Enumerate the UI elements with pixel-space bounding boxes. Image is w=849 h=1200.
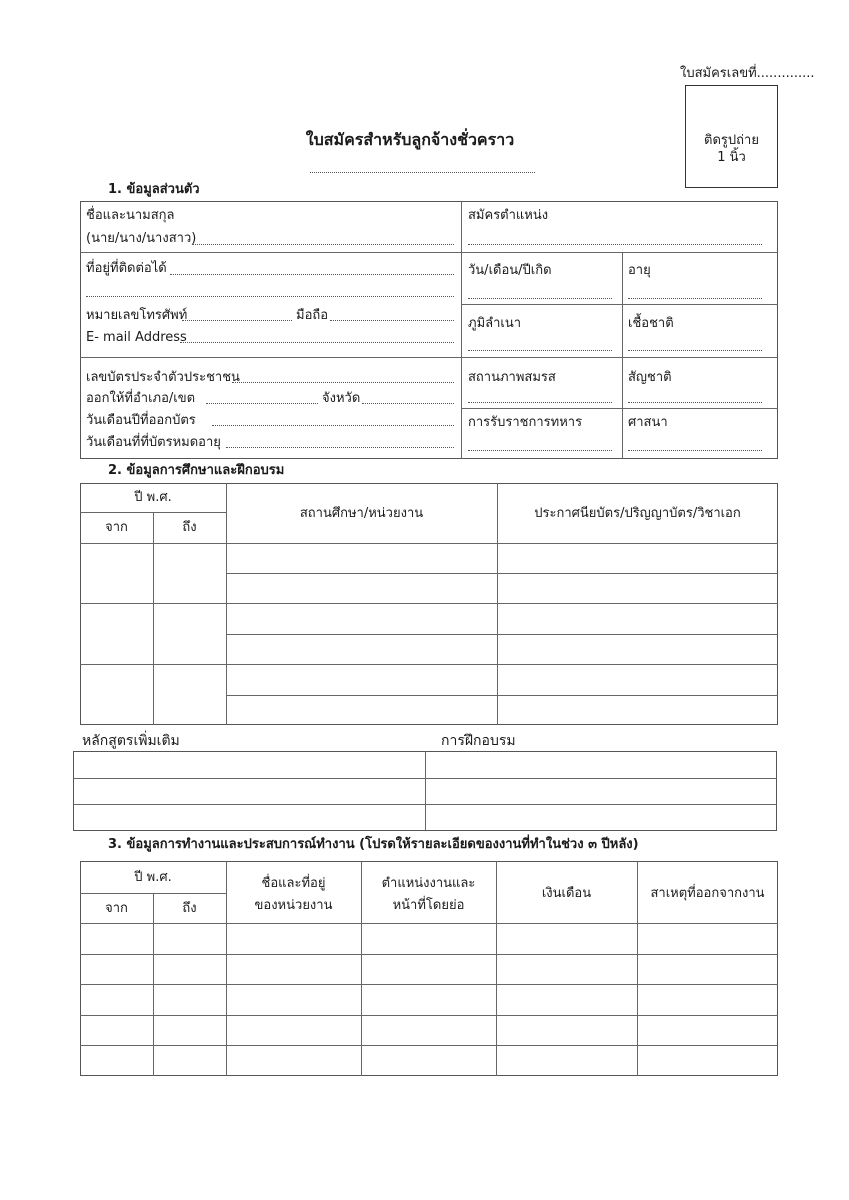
mobile-label: มือถือ xyxy=(296,308,329,323)
military-field[interactable] xyxy=(468,450,612,451)
edu-to-header: ถึง xyxy=(182,520,197,535)
photo-label: ติดรูปถ่าย xyxy=(704,133,759,148)
dob-label: วัน/เดือน/ปีเกิด xyxy=(468,263,552,278)
work-position-header-1: ตำแหน่งงานและ xyxy=(381,876,476,891)
address-label: ที่อยู่ที่ติดต่อได้ xyxy=(86,261,167,276)
name-field[interactable] xyxy=(192,244,454,245)
nationality-field[interactable] xyxy=(628,402,762,403)
work-to-header: ถึง xyxy=(182,901,197,916)
edu-institution-header: สถานศึกษา/หน่วยงาน xyxy=(299,506,424,521)
marital-field[interactable] xyxy=(468,402,612,403)
province-label: จังหวัด xyxy=(322,391,361,406)
issued-district-field[interactable] xyxy=(206,403,318,404)
issued-district-label: ออกให้ที่อำเภอ/เขต xyxy=(86,391,196,406)
religion-label: ศาสนา xyxy=(628,415,668,430)
application-number-label: ใบสมัครเลขที่.............. xyxy=(680,66,815,81)
work-salary-header: เงินเดือน xyxy=(541,886,592,901)
phone-label: หมายเลขโทรศัพท์ xyxy=(86,308,188,323)
section3-heading: 3. ข้อมูลการทำงานและประสบการณ์ทำงาน (โปรดให้รายละเอียดของงานที่ทำในช่วง ๓ ปีหลัง) xyxy=(108,837,639,852)
work-reason-header: สาเหตุที่ออกจากงาน xyxy=(650,886,765,901)
edu-from-header: จาก xyxy=(105,520,128,535)
religion-field[interactable] xyxy=(628,450,762,451)
address-field-2[interactable] xyxy=(86,296,454,297)
issue-date-field[interactable] xyxy=(212,425,454,426)
province-field[interactable] xyxy=(362,403,454,404)
issue-date-label: วันเดือนปีที่ออกบัตร xyxy=(86,413,196,428)
work-year-header: ปี พ.ศ. xyxy=(134,870,172,885)
age-label: อายุ xyxy=(628,263,651,278)
nationality-label: สัญชาติ xyxy=(628,370,672,385)
work-position-header-2: หน้าที่โดยย่อ xyxy=(392,898,465,913)
phone-field[interactable] xyxy=(182,320,292,321)
mobile-field[interactable] xyxy=(330,320,454,321)
work-org-header-2: ของหน่วยงาน xyxy=(254,898,333,913)
email-field[interactable] xyxy=(180,342,454,343)
email-label: E- mail Address xyxy=(86,330,187,345)
address-field-1[interactable] xyxy=(170,274,454,275)
work-from-header: จาก xyxy=(105,901,128,916)
edu-year-header: ปี พ.ศ. xyxy=(134,490,172,505)
position-label: สมัครตำแหน่ง xyxy=(468,208,549,223)
birthplace-label: ภูมิลำเนา xyxy=(468,316,522,331)
age-field[interactable] xyxy=(628,298,762,299)
dob-field[interactable] xyxy=(468,298,612,299)
race-field[interactable] xyxy=(628,350,762,351)
expiry-date-field[interactable] xyxy=(226,447,454,448)
name-label: ชื่อและนามสกุล xyxy=(86,208,175,223)
section2-heading: 2. ข้อมูลการศึกษาและฝึกอบรม xyxy=(108,463,285,478)
title-prefix-label: (นาย/นาง/นางสาว) xyxy=(86,231,197,246)
position-field[interactable] xyxy=(468,244,762,245)
training-label: การฝึกอบรม xyxy=(441,733,516,749)
birthplace-field[interactable] xyxy=(468,350,612,351)
edu-certificate-header: ประกาศนียบัตร/ปริญญาบัตร/วิชาเอก xyxy=(534,506,741,521)
photo-size-label: 1 นิ้ว xyxy=(717,150,746,165)
race-label: เชื้อชาติ xyxy=(628,316,674,331)
expiry-date-label: วันเดือนที่ที่บัตรหมดอายุ xyxy=(86,435,221,450)
idcard-label: เลขบัตรประจำตัวประชาชน xyxy=(86,370,240,385)
military-label: การรับราชการทหาร xyxy=(468,415,583,430)
form-title: ใบสมัครสำหรับลูกจ้างชั่วคราว xyxy=(305,130,515,149)
work-org-header-1: ชื่อและที่อยู่ xyxy=(261,876,326,891)
title-dotted-line xyxy=(310,172,535,173)
extra-courses-label: หลักสูตรเพิ่มเติม xyxy=(82,733,180,749)
photo-box xyxy=(685,85,778,188)
marital-label: สถานภาพสมรส xyxy=(468,370,556,385)
section1-heading: 1. ข้อมูลส่วนตัว xyxy=(108,182,200,197)
idcard-field[interactable] xyxy=(232,382,454,383)
